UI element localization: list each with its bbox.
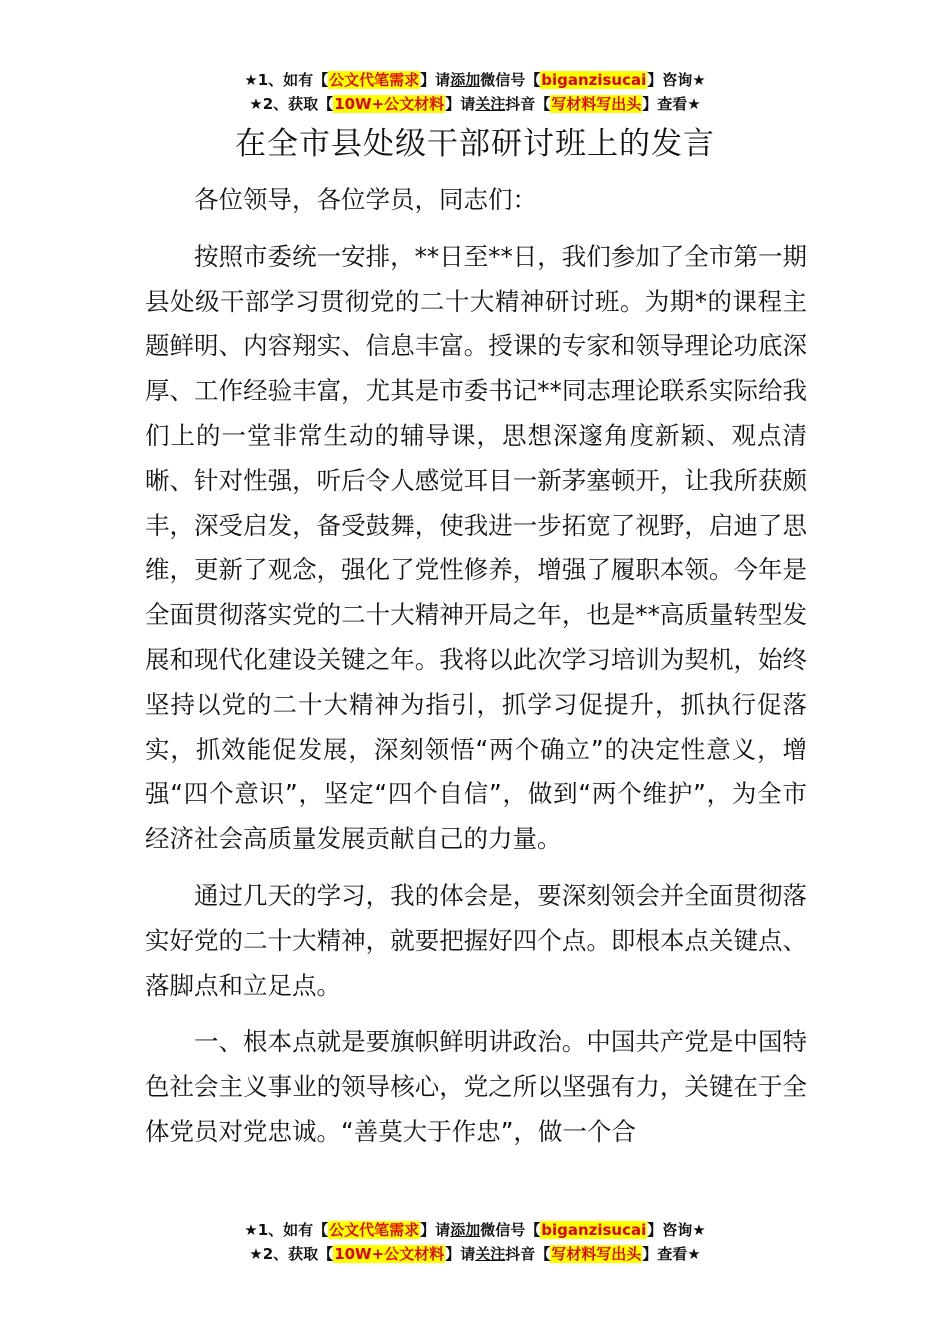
banner-text: 】咨询★ — [647, 1221, 706, 1239]
banner-highlight: 公文代笔需求 — [329, 71, 420, 89]
banner-text: ★1、如有【 — [244, 71, 329, 89]
banner-emphasis: 添加 — [450, 1221, 481, 1239]
banner-line-1 — [0, 68, 950, 92]
banner-text: 微信号【 — [480, 1221, 541, 1239]
header-banner — [0, 68, 950, 116]
document-title: 在全市县处级干部研讨班上的发言 — [235, 126, 715, 162]
banner-highlight: biganzisucai — [541, 1221, 647, 1239]
banner-text: 】请 — [445, 1245, 476, 1263]
body-paragraph: 通过几天的学习，我的体会是，要深刻领会并全面贯彻落实好党的二十大精神，就要把握好四个点。即根本点关键点、落脚点和立足点。 — [145, 880, 807, 1000]
body-paragraph: 一、根本点就是要旗帜鲜明讲政治。中国共产党是中国特色社会主义事业的领导核心，党之所以坚强有力，关键在于全体党员对党忠诚。“善莫大于作忠”，做一个合 — [145, 1027, 807, 1146]
banner-highlight: 公文代笔需求 — [329, 1221, 420, 1239]
banner-text: ★2、获取【 — [249, 95, 334, 113]
banner-text: 抖音【 — [505, 1245, 551, 1263]
banner-line-2 — [0, 92, 950, 116]
banner-highlight: 写材料写出头 — [551, 1245, 642, 1263]
footer-banner — [0, 1218, 950, 1266]
banner-text: 】查看★ — [642, 95, 701, 113]
banner-emphasis: 添加 — [450, 71, 481, 89]
banner-text: 微信号【 — [480, 71, 541, 89]
banner-line-2 — [0, 1242, 950, 1266]
banner-highlight: biganzisucai — [541, 71, 647, 89]
banner-text: 】请 — [445, 95, 476, 113]
banner-highlight: 10W+公文材料 — [334, 1245, 445, 1263]
banner-text: 抖音【 — [505, 95, 551, 113]
banner-text: 】请 — [420, 1221, 451, 1239]
banner-text: 】查看★ — [642, 1245, 701, 1263]
banner-emphasis: 关注 — [475, 1245, 506, 1263]
banner-text: 】请 — [420, 71, 451, 89]
document-body — [145, 178, 807, 1167]
banner-text: 】咨询★ — [647, 71, 706, 89]
body-paragraph: 按照市委统一安排，**日至**日，我们参加了全市第一期县处级干部学习贯彻党的二十大精神研讨班。为期*的课程主题鲜明、内容翔实、信息丰富。授课的专家和领导理论功底深厚、工作经验丰富，尤其是市委书记**同志理论联系实际给我们上的一堂非常生动的辅导课，思想深邃角度新颖、观点清晰、针对性强，听后令人感觉耳目一新茅塞顿开，让我所获颇丰，深受启发，备受鼓舞，使我进一步拓宽了视野，启迪了思维，更新了观念，强化了党性修养，增强了履职本领。今年是全面贯彻落实党的二十大精神开局之年，也是**高质量转型发展和现代化建设关键之年。我将以此次学习培训为契机，始终坚持以党的二十大精神为指引，抓学习促提升，抓执行促落实，抓效能促发展，深刻领悟“两个确立”的决定性意义，增强“四个意识”，坚定“四个自信”，做到“两个维护”，为全市经济社会高质量发展贡献自己的力量。 — [145, 241, 807, 854]
banner-line-1 — [0, 1218, 950, 1242]
banner-text: ★1、如有【 — [244, 1221, 329, 1239]
banner-highlight: 写材料写出头 — [551, 95, 642, 113]
banner-text: ★2、获取【 — [249, 1245, 334, 1263]
banner-emphasis: 关注 — [475, 95, 506, 113]
banner-highlight: 10W+公文材料 — [334, 95, 445, 113]
salutation-paragraph: 各位领导，各位学员，同志们： — [194, 185, 537, 214]
